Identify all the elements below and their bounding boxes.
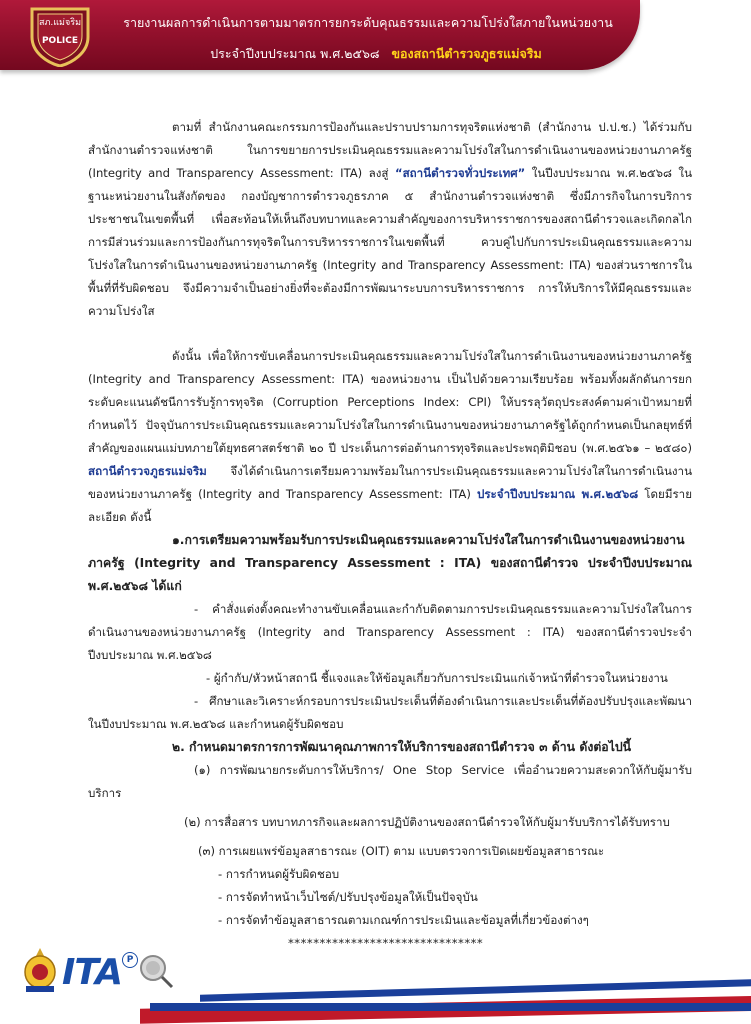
section2-subitem1: - การกำหนดผู้รับผิดชอบ xyxy=(218,867,340,881)
magnifier-coin-icon xyxy=(138,953,174,989)
section1-item2: - ผู้กำกับ/หัวหน้าสถานี ชี้แจงและให้ข้อมูลเกี่ยวกับการประเมินแก่เจ้าหน้าที่ตำรวจในหน่วยงาน xyxy=(206,671,668,685)
section2-subitem2: - การจัดทำหน้าเว็บไซต์/ปรับปรุงข้อมูลให้เป็นปัจจุบัน xyxy=(218,890,478,904)
paragraph-purpose xyxy=(88,345,692,529)
section2-item3: (๓) การเผยแพร่ข้อมูลสาธารณะ (OIT) ตาม แบบตรวจการเปิดเผยข้อมูลสาธารณะ xyxy=(198,844,605,858)
paragraph-intro xyxy=(88,116,692,323)
section2-title: ๒. กำหนดมาตรการการพัฒนาคุณภาพการให้บริการของสถานีตำรวจ ๓ ด้าน ดังต่อไปนี้ xyxy=(172,740,632,754)
report-header xyxy=(0,0,640,70)
section1-item3: - ศึกษาและวิเคราะห์กรอบการประเมินประเด็นที่ต้องดำเนินการและประเด็นที่ต้องปรับปรุงและพัฒนาในปีงบประมาณ พ.ศ.๒๕๖๘ และกำหนดผู้รับผิดชอบ xyxy=(88,694,692,731)
badge-top-text: สภ.แม่จริม xyxy=(38,18,82,28)
header-station-name: ของสถานีตำรวจภูธรแม่จริม xyxy=(391,46,542,61)
footer-bar-blue xyxy=(150,1003,751,1011)
section2-item1: (๑) การพัฒนายกระดับการให้บริการ/ One Stop Service เพื่ออำนวยความสะดวกให้กับผู้มารับบริการ xyxy=(88,763,692,800)
highlight-fiscal-year: ประจำปีงบประมาณ พ.ศ.๒๕๖๘ xyxy=(476,487,639,501)
header-title-line2 xyxy=(96,44,656,64)
section2-subitem3: - การจัดทำข้อมูลสาธารณตามเกณฑ์การประเมินและข้อมูลที่เกี่ยวข้องต่างๆ xyxy=(218,913,589,927)
end-divider-stars: ******************************* xyxy=(288,936,484,950)
ita-logo: ITA xyxy=(62,952,123,993)
header-fiscal-year: ประจำปีงบประมาณ พ.ศ.๒๕๖๘ xyxy=(210,46,380,61)
royal-emblem-icon xyxy=(20,946,60,994)
section2-item2: (๒) การสื่อสาร บทบาทภารกิจและผลการปฏิบัติงานของสถานีตำรวจให้กับผู้มารับบริการได้รับทราบ xyxy=(184,815,670,829)
badge-police-text: POLICE xyxy=(41,36,79,46)
section1-title: ๑.การเตรียมความพร้อมรับการประเมินคุณธรรมและความโปร่งใสในการดำเนินงานของหน่วยงานภาครัฐ (Integrity and Transparency Assessment : ITA) ของสถานีตำรวจ ประจำปีงบประมาณ พ.ศ.๒๕๖๘ ได้แก่ xyxy=(88,533,692,593)
ita-registered-mark: P xyxy=(122,952,138,968)
police-badge-icon xyxy=(26,3,94,67)
document-body xyxy=(88,116,692,955)
paragraph-intro-text-a: ตามที่ สำนักงานคณะกรรมการป้องกันและปราบปรามการทุจริตแห่งชาติ (สำนักงาน ป.ป.ช.) ได้ร่วมกับสำนักงานตำรวจแห่งชาติ ในการขยายการประเมินคุณธรรมและความโปร่งใสในการดำเนินงานของหน่วยงานภาครัฐ (Integrity and Transparency Assessment: ITA) ลงสู่ xyxy=(88,120,692,180)
paragraph-intro-text-b: ในปีงบประมาณ พ.ศ.๒๕๖๘ ในฐานะหน่วยงานในสังกัดของ กองบัญชาการตำรวจภูธรภาค ๕ สำนักงานตำรวจแห่งชาติ ซึ่งมีภารกิจในการบริการประชาชนในเขตพื้นที่ เพื่อสะท้อนให้เห็นถึงบทบาทและความสำคัญของการบริหารราชการของสถานีตำรวจและเกิดกลไกการมีส่วนร่วมและการป้องกันการทุจริตในการบริหารราชการในเขตพื้นที่ ควบคู่ไปกับการประเมินคุณธรรมและความโปร่งใสในการดำเนินงานของหน่วยงานภาครัฐ (Integrity and Transparency Assessment: ITA) ของส่วนราชการในพื้นที่ที่รับผิดชอบ จึงมีความจำเป็นอย่างยิ่งที่จะต้องมีการพัฒนาระบบการบริหารราชการ การให้บริการให้มีคุณธรรมและความโปร่งใส xyxy=(88,166,692,318)
highlight-all-stations: “สถานีตำรวจทั่วประเทศ” xyxy=(394,166,526,180)
highlight-station-name: สถานีตำรวจภูธรแม่จริม xyxy=(88,464,207,478)
section1-item1: - คำสั่งแต่งตั้งคณะทำงานขับเคลื่อนและกำกับติดตามการประเมินคุณธรรมและความโปร่งใสในการดำเนินงานของหน่วยงานภาครัฐ (Integrity and Transparency Assessment : ITA) ของสถานีตำรวจประจำปีงบประมาณ พ.ศ.๒๕๖๘ xyxy=(88,602,692,662)
paragraph-purpose-text-b: จึงได้ดำเนินการเตรียมความพร้อมในการประเมินคุณธรรมและความโปร่งใสในการดำเนินงานของหน่วยงานภาครัฐ (Integrity and Transparency Assessment: ITA) xyxy=(88,464,692,501)
header-title-line1: รายงานผลการดำเนินการตามมาตรการยกระดับคุณธรรมและความโปร่งใสภายในหน่วยงาน xyxy=(123,15,613,30)
paragraph-purpose-text-c: โดยมีรายละเอียด ดังนี้ xyxy=(88,487,692,524)
paragraph-purpose-text-a: ดังนั้น เพื่อให้การขับเคลื่อนการประเมินคุณธรรมและความโปร่งใสในการดำเนินงานของหน่วยงานภาครัฐ (Integrity and Transparency Assessment: ITA) ของหน่วยงาน เป็นไปด้วยความเรียบร้อย พร้อมทั้งผลักดันการยกระดับคะแนนดัชนีการรับรู้การทุจริต (Corruption Perceptions Index: CPI) ให้บรรลุวัตถุประสงค์ตามค่าเป้าหมายที่กำหนดไว้ ปัจจุบันการประเมินคุณธรรมและความโปร่งใสในการดำเนินงานของหน่วยงานภาครัฐได้ถูกกำหนดเป็นกลยุทธ์ที่สำคัญของแผนแม่บทภายใต้ยุทธศาสตร์ชาติ ๒๐ ปี ประเด็นการต่อต้านการทุจริตและประพฤติมิชอบ (พ.ศ.๒๕๖๑ – ๒๕๘๐) xyxy=(88,349,692,455)
